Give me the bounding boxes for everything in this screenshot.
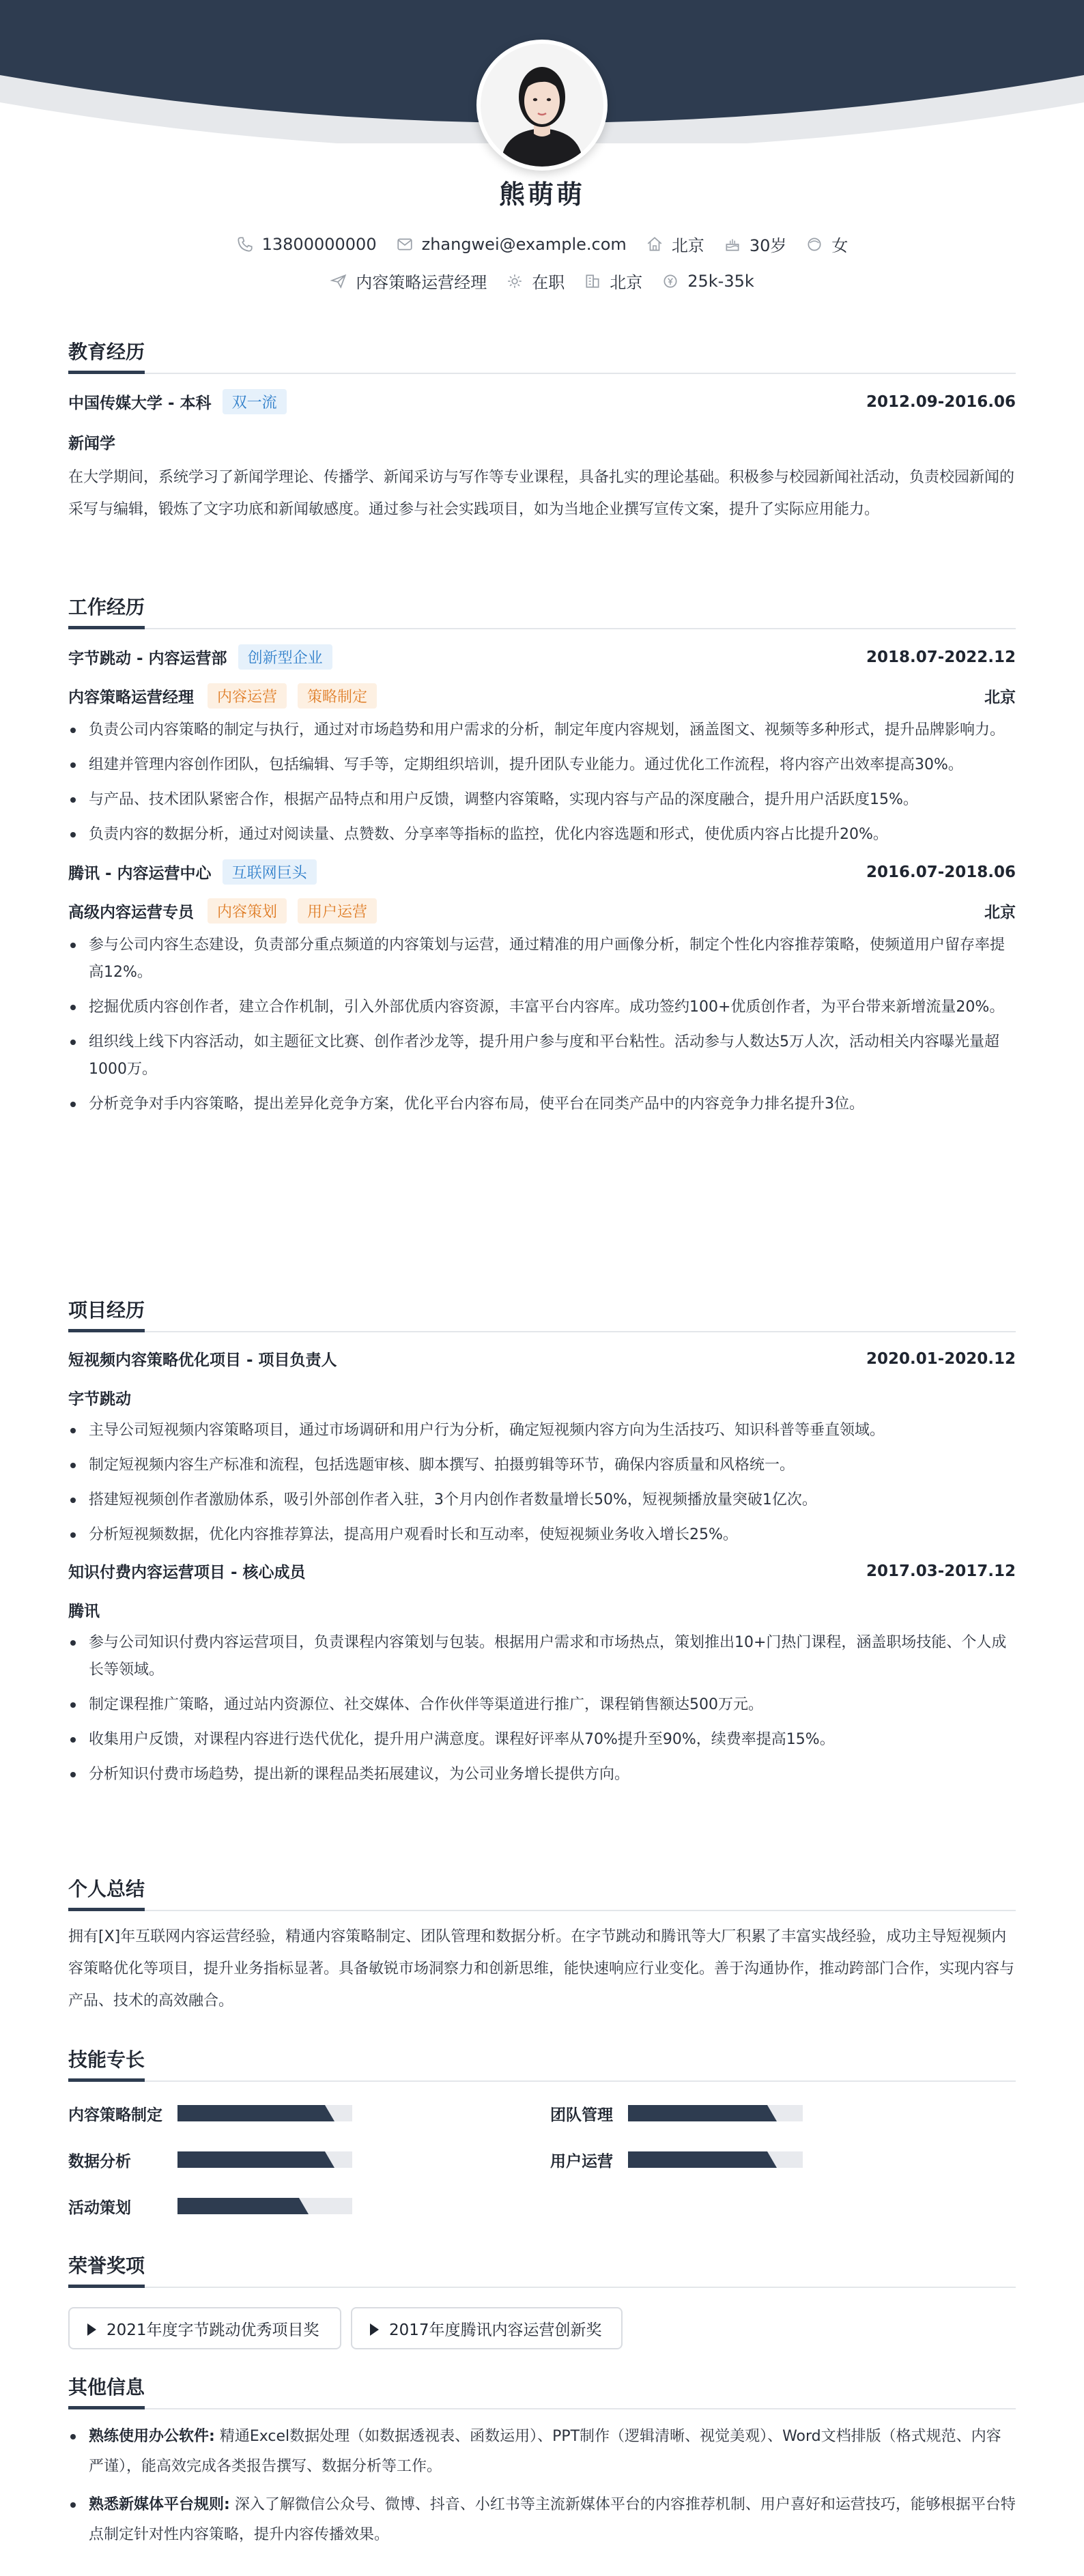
other-label: 熟练使用办公软件: [89,2428,215,2445]
location-text: 北京 [671,236,704,255]
skill-label: 内容策略制定 [68,2106,162,2124]
home-icon [646,235,664,253]
summary-section [68,1874,1016,2017]
list-item: 负责内容的数据分析，通过对阅读量、点赞数、分享率等指标的监控，优化内容选题和形式，使优质内容占比提升20%。 [68,821,1016,848]
award-item [351,2307,623,2349]
salary-text: 25k-35k [687,271,754,291]
skill-level-bar [177,2151,352,2168]
salary-info [661,272,754,291]
education-section [68,337,1016,526]
project-name: 短视频内容策略优化项目 - 项目负责人 [68,1351,337,1369]
list-item: 组建并管理内容创作团队，包括编辑、写手等，定期组织培训，提升团队专业能力。通过优化工作流程，将内容产出效率提高30%。 [68,752,1016,779]
work-section [68,592,1016,1126]
phone-info [236,235,377,254]
divider [68,1331,1016,1332]
target-position-info [330,269,487,293]
triangle-icon [87,2323,96,2336]
project-org: 腾讯 [68,1603,100,1620]
location-info [646,232,704,256]
skills-section [68,2045,1016,2082]
list-item: 负责公司内容策略的制定与执行，通过对市场趋势和用户需求的分析，制定年度内容规划，涵盖图文、视频等多种形式，提升品牌影响力。 [68,717,1016,744]
divider [68,373,1016,374]
job-bullets [68,717,1016,848]
list-item: 收集用户反馈，对课程内容进行迭代优化，提升用户满意度。课程好评率从70%提升至90%，续费率提高15%。 [68,1726,1016,1754]
email-info [396,235,627,254]
phone-text: 13800000000 [261,234,377,254]
job-city: 北京 [984,689,1016,706]
job-bullets [68,932,1016,1118]
skill-label: 活动策划 [68,2199,131,2217]
list-item: 搭建短视频创作者激励体系，吸引外部创作者入驻，3个月内创作者数量增长50%，短视频播放量突破1亿次。 [68,1487,1016,1514]
skill-tag: 用户运营 [298,898,377,924]
skill-label: 团队管理 [550,2106,613,2124]
list-item: 参与公司知识付费内容运营项目，负责课程内容策划与包装。根据用户需求和市场热点，策划推出10+门热门课程，涵盖职场技能、个人成长等领域。 [68,1629,1016,1684]
other-title: 其他信息 [68,2373,145,2408]
projects-section [68,1296,1016,1796]
gender-text: 女 [831,236,848,255]
other-text: 深入了解微信公众号、微博、抖音、小红书等主流新媒体平台的内容推荐机制、用户喜好和运营技巧，能够根据平台特点制定针对性内容策略，提升内容传播效果。 [89,2496,1016,2543]
mail-icon [396,235,414,253]
skill-level-fill [177,2198,309,2214]
target-city-text: 北京 [610,273,643,292]
cake-icon [724,235,741,253]
coin-icon [661,272,679,290]
company-tag: 创新型企业 [238,644,332,670]
phone-icon [236,235,254,253]
award-text: 2021年度字节跳动优秀项目奖 [106,2321,319,2339]
divider [68,2408,1016,2409]
triangle-icon [370,2323,379,2336]
candidate-name: 熊萌萌 [498,180,585,210]
job-head [68,644,1016,670]
skill-tag: 策略制定 [298,683,377,709]
contact-row [0,232,1084,256]
project-period: 2020.01-2020.12 [866,1349,1016,1368]
skills-title: 技能专长 [68,2045,145,2080]
award-item [68,2307,341,2349]
other-text: 精通Excel数据处理（如数据透视表、函数运用）、PPT制作（逻辑清晰、视觉美观）、Word文档排版（格式规范、内容严谨），能高效完成各类报告撰写、数据分析等工作。 [89,2428,1001,2475]
project-head [68,1560,1016,1582]
skill-level-bar [628,2105,803,2121]
job-position-row [68,898,1016,924]
divider [68,2080,1016,2082]
job-head [68,859,1016,885]
skill-level-fill [628,2151,777,2168]
project-bullets [68,1629,1016,1788]
skill-label: 数据分析 [68,2153,131,2171]
skill-tag: 内容运营 [208,683,287,709]
projects-title: 项目经历 [68,1296,145,1331]
list-item: 制定短视频内容生产标准和流程，包括选题审核、脚本撰写、拍摄剪辑等环节，确保内容质量和风格统一。 [68,1452,1016,1479]
school-name: 中国传媒大学 - 本科 [68,395,212,412]
other-item [68,2422,1016,2482]
major: 新闻学 [68,435,115,453]
skill-label: 用户运营 [550,2153,613,2171]
award-text: 2017年度腾讯内容运营创新奖 [389,2321,602,2339]
list-item: 分析知识付费市场趋势，提出新的课程品类拓展建议，为公司业务增长提供方向。 [68,1761,1016,1788]
age-text: 30岁 [749,236,787,255]
school-tag: 双一流 [223,389,287,414]
divider [68,2287,1016,2288]
skill-level-bar [177,2105,352,2121]
summary-text: 拥有[X]年互联网内容运营经验，精通内容策略制定、团队管理和数据分析。在字节跳动和腾讯等大厂积累了丰富实战经验，成功主导短视频内容策略优化等项目，提升业务指标显著。具备敏锐市场洞察力和创新思维，能快速响应行业变化。善于沟通协作，推动跨部门合作，实现内容与产品、技术的高效融合。 [68,1928,1015,2009]
intention-row [0,269,1084,293]
job-position: 内容策略运营经理 [68,689,194,706]
education-title: 教育经历 [68,337,145,373]
company-name: 腾讯 - 内容运营中心 [68,865,212,883]
divider [68,628,1016,629]
education-head [68,389,1016,414]
list-item: 组织线上线下内容活动，如主题征文比赛、创作者沙龙等，提升用户参与度和平台粘性。活动参与人数达5万人次，活动相关内容曝光量超1000万。 [68,1029,1016,1083]
other-label: 熟悉新媒体平台规则: [89,2496,230,2513]
status-info [506,269,565,293]
project-bullets [68,1417,1016,1549]
company-tag: 互联网巨头 [223,859,317,885]
project-period: 2017.03-2017.12 [866,1562,1016,1580]
divider [68,1910,1016,1911]
list-item: 分析短视频数据，优化内容推荐算法，提高用户观看时长和互动率，使短视频业务收入增长25%。 [68,1521,1016,1549]
building-icon [584,272,601,290]
gender-icon [805,235,823,253]
skill-level-fill [628,2105,777,2121]
skill-level-bar [628,2151,803,2168]
job-city: 北京 [984,904,1016,921]
email-text: zhangwei@example.com [421,234,627,254]
project-head [68,1347,1016,1370]
awards-title: 荣誉奖项 [68,2251,145,2287]
status-text: 在职 [532,273,565,292]
avatar [476,40,608,171]
work-title: 工作经历 [68,592,145,628]
list-item: 制定课程推广策略，通过站内资源位、社交媒体、合作伙伴等渠道进行推广，课程销售额达500万元。 [68,1691,1016,1719]
education-description: 在大学期间，系统学习了新闻学理论、传播学、新闻采访与写作等专业课程，具备扎实的理论基础。积极参与校园新闻社活动，负责校园新闻的采写与编辑，锻炼了文字功底和新闻敏感度。通过参与社会实践项目，如为当地企业撰写宣传文案，提升了实际应用能力。 [68,469,1015,518]
target-position-text: 内容策略运营经理 [356,273,487,292]
skill-tag: 内容策划 [208,898,287,924]
gear-icon [506,272,524,290]
awards-section [68,2251,1016,2288]
project-name: 知识付费内容运营项目 - 核心成员 [68,1564,306,1582]
education-period: 2012.09-2016.06 [866,392,1016,411]
skill-level-fill [177,2105,334,2121]
gender-info [805,232,848,256]
list-item: 分析竞争对手内容策略，提出差异化竞争方案，优化平台内容布局，使平台在同类产品中的内容竞争力排名提升3位。 [68,1091,1016,1118]
other-section [68,2373,1016,2550]
project-org: 字节跳动 [68,1390,131,1408]
other-item [68,2490,1016,2550]
job-position: 高级内容运营专员 [68,904,194,921]
list-item: 与产品、技术团队紧密合作，根据产品特点和用户反馈，调整内容策略，实现内容与产品的深度融合，提升用户活跃度15%。 [68,786,1016,814]
job-period: 2018.07-2022.12 [866,648,1016,666]
company-name: 字节跳动 - 内容运营部 [68,650,227,668]
skill-level-fill [177,2151,334,2168]
list-item: 参与公司内容生态建设，负责部分重点频道的内容策划与运营，通过精准的用户画像分析，制定个性化内容推荐策略，使频道用户留存率提高12%。 [68,932,1016,986]
skill-level-bar [177,2198,352,2214]
list-item: 主导公司短视频内容策略项目，通过市场调研和用户行为分析，确定短视频内容方向为生活技巧、知识科普等垂直领域。 [68,1417,1016,1444]
target-city-info [584,269,642,293]
summary-title: 个人总结 [68,1874,145,1910]
send-icon [330,272,347,290]
list-item: 挖掘优质内容创作者，建立合作机制，引入外部优质内容资源，丰富平台内容库。成功签约100+优质创作者，为平台带来新增流量20%。 [68,994,1016,1021]
job-position-row [68,683,1016,709]
job-period: 2016.07-2018.06 [866,863,1016,881]
age-info [724,232,787,256]
